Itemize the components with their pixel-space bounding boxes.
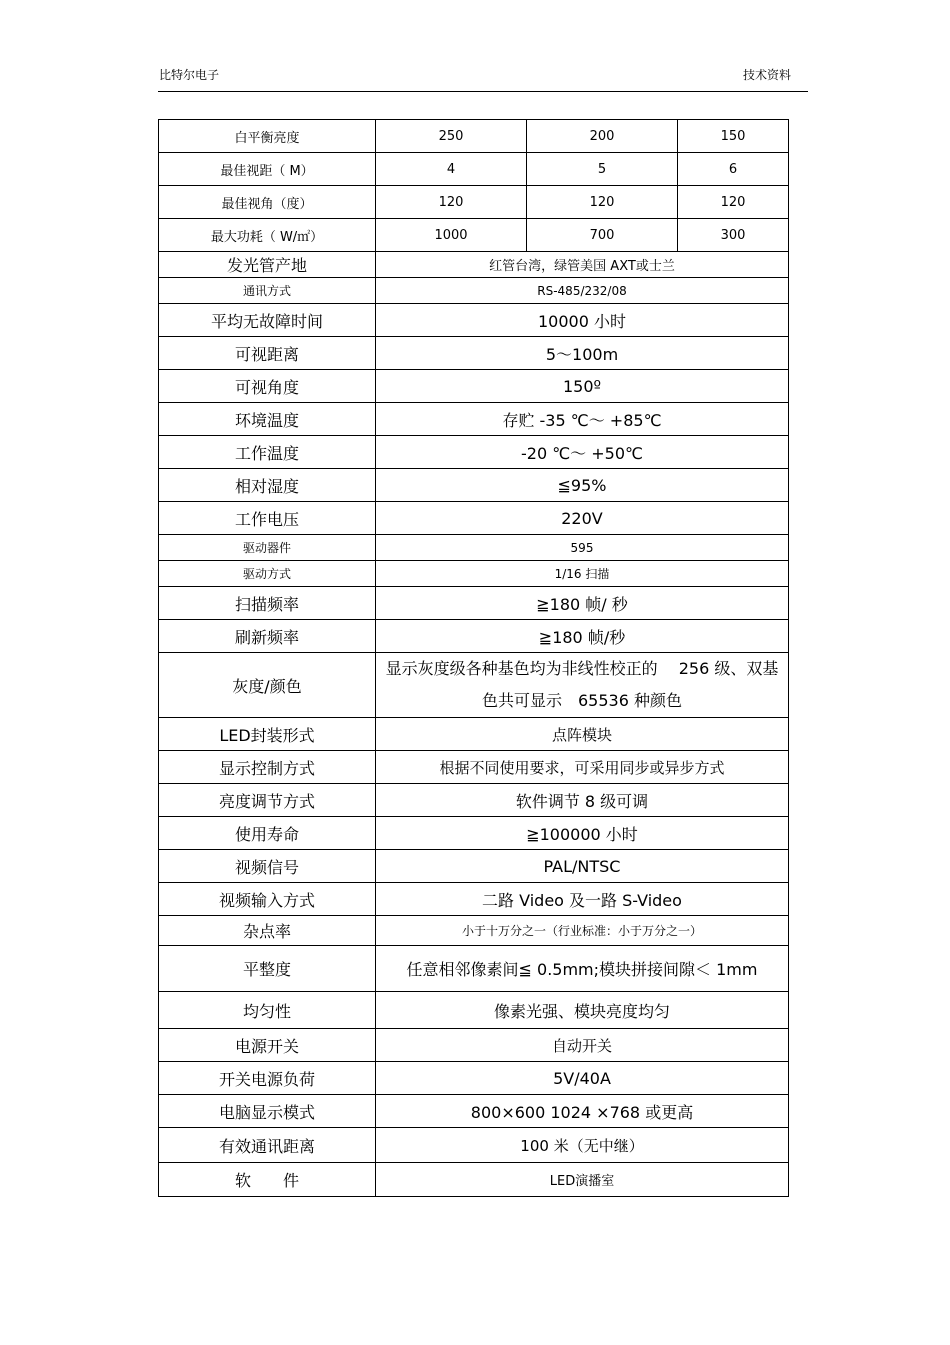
row-label: 灰度/颜色 bbox=[159, 653, 376, 718]
table-row bbox=[159, 784, 789, 817]
row-label: 刷新频率 bbox=[159, 620, 376, 653]
table-row bbox=[159, 718, 789, 751]
row-value: 220V bbox=[376, 502, 789, 535]
row-label: 有效通讯距离 bbox=[159, 1128, 376, 1163]
table-row bbox=[159, 653, 789, 718]
row-value: 任意相邻像素间≦ 0.5mm;模块拼接间隙＜ 1mm bbox=[376, 946, 789, 992]
row-value: ≦95% bbox=[376, 469, 789, 502]
row-value: 120 bbox=[527, 186, 678, 219]
table-row bbox=[159, 620, 789, 653]
table-row bbox=[159, 1163, 789, 1197]
table-row bbox=[159, 120, 789, 153]
table-row bbox=[159, 219, 789, 252]
row-label: 最佳视距（ M） bbox=[159, 153, 376, 186]
row-label: 工作电压 bbox=[159, 502, 376, 535]
table-row bbox=[159, 587, 789, 620]
row-value: 120 bbox=[376, 186, 527, 219]
row-value: 5V/40A bbox=[376, 1062, 789, 1095]
row-value: RS-485/232/08 bbox=[376, 278, 789, 304]
row-value: 小于十万分之一（行业标准：小于万分之一） bbox=[376, 916, 789, 946]
row-value: 1/16 扫描 bbox=[376, 561, 789, 587]
row-label: 环境温度 bbox=[159, 403, 376, 436]
row-label: 电源开关 bbox=[159, 1029, 376, 1062]
row-value: 595 bbox=[376, 535, 789, 561]
row-value: 根据不同使用要求，可采用同步或异步方式 bbox=[376, 751, 789, 784]
table-row bbox=[159, 1062, 789, 1095]
table-row bbox=[159, 502, 789, 535]
row-value: 100 米（无中继） bbox=[376, 1128, 789, 1163]
table-row bbox=[159, 850, 789, 883]
table-row bbox=[159, 252, 789, 278]
row-label: 使用寿命 bbox=[159, 817, 376, 850]
table-row bbox=[159, 304, 789, 337]
row-value: 显示灰度级各种基色均为非线性校正的 256 级、双基色共可显示 65536 种颜色 bbox=[376, 653, 789, 718]
table-row bbox=[159, 992, 789, 1029]
table-row bbox=[159, 817, 789, 850]
row-label: 最大功耗（ W/㎡） bbox=[159, 219, 376, 252]
table-row bbox=[159, 469, 789, 502]
row-label: 扫描频率 bbox=[159, 587, 376, 620]
table-row bbox=[159, 1095, 789, 1128]
row-label: 最佳视角（度） bbox=[159, 186, 376, 219]
row-label: 可视距离 bbox=[159, 337, 376, 370]
row-label: 发光管产地 bbox=[159, 252, 376, 278]
row-value: 红管台湾，绿管美国 AXT或士兰 bbox=[376, 252, 789, 278]
row-value: 1000 bbox=[376, 219, 527, 252]
table-row bbox=[159, 535, 789, 561]
row-label: 杂点率 bbox=[159, 916, 376, 946]
row-label: 驱动器件 bbox=[159, 535, 376, 561]
row-value: ≧100000 小时 bbox=[376, 817, 789, 850]
row-value: 存贮 -35 ℃～ +85℃ bbox=[376, 403, 789, 436]
row-label: LED封装形式 bbox=[159, 718, 376, 751]
table-row bbox=[159, 153, 789, 186]
row-value: 150 bbox=[678, 120, 789, 153]
row-value: 软件调节 8 级可调 bbox=[376, 784, 789, 817]
row-label: 工作温度 bbox=[159, 436, 376, 469]
header-section: 技术资料 bbox=[743, 68, 792, 82]
header-divider bbox=[158, 91, 808, 92]
row-value: 200 bbox=[527, 120, 678, 153]
row-value: 自动开关 bbox=[376, 1029, 789, 1062]
row-label: 可视角度 bbox=[159, 370, 376, 403]
table-row bbox=[159, 916, 789, 946]
table-row bbox=[159, 561, 789, 587]
table-row bbox=[159, 946, 789, 992]
row-label: 平整度 bbox=[159, 946, 376, 992]
row-value: ≧180 帧/秒 bbox=[376, 620, 789, 653]
row-value: 700 bbox=[527, 219, 678, 252]
row-value: 4 bbox=[376, 153, 527, 186]
row-value: PAL/NTSC bbox=[376, 850, 789, 883]
row-label: 视频信号 bbox=[159, 850, 376, 883]
table-row bbox=[159, 278, 789, 304]
table-row bbox=[159, 751, 789, 784]
row-value: LED演播室 bbox=[376, 1163, 789, 1197]
row-value: 5 bbox=[527, 153, 678, 186]
row-value: 10000 小时 bbox=[376, 304, 789, 337]
row-value: -20 ℃～ +50℃ bbox=[376, 436, 789, 469]
row-label: 电脑显示模式 bbox=[159, 1095, 376, 1128]
row-value: 800×600 1024 ×768 或更高 bbox=[376, 1095, 789, 1128]
row-label: 显示控制方式 bbox=[159, 751, 376, 784]
row-value: 300 bbox=[678, 219, 789, 252]
row-value: 5～100m bbox=[376, 337, 789, 370]
row-label: 视频输入方式 bbox=[159, 883, 376, 916]
row-label: 平均无故障时间 bbox=[159, 304, 376, 337]
header-company: 比特尔电子 bbox=[159, 68, 220, 82]
table-row bbox=[159, 1029, 789, 1062]
row-value: ≧180 帧/ 秒 bbox=[376, 587, 789, 620]
row-label: 相对湿度 bbox=[159, 469, 376, 502]
row-label: 白平衡亮度 bbox=[159, 120, 376, 153]
row-value: 点阵模块 bbox=[376, 718, 789, 751]
row-value: 150º bbox=[376, 370, 789, 403]
row-value: 像素光强、模块亮度均匀 bbox=[376, 992, 789, 1029]
row-value: 250 bbox=[376, 120, 527, 153]
table-row bbox=[159, 403, 789, 436]
table-row bbox=[159, 883, 789, 916]
spec-table bbox=[158, 119, 789, 1197]
row-label: 均匀性 bbox=[159, 992, 376, 1029]
row-value: 6 bbox=[678, 153, 789, 186]
row-value: 二路 Video 及一路 S-Video bbox=[376, 883, 789, 916]
row-value: 120 bbox=[678, 186, 789, 219]
table-row bbox=[159, 337, 789, 370]
table-row bbox=[159, 370, 789, 403]
table-row bbox=[159, 436, 789, 469]
table-row bbox=[159, 1128, 789, 1163]
row-label: 开关电源负荷 bbox=[159, 1062, 376, 1095]
table-row bbox=[159, 186, 789, 219]
row-label: 驱动方式 bbox=[159, 561, 376, 587]
row-label: 软 件 bbox=[159, 1163, 376, 1197]
row-label: 通讯方式 bbox=[159, 278, 376, 304]
row-label: 亮度调节方式 bbox=[159, 784, 376, 817]
